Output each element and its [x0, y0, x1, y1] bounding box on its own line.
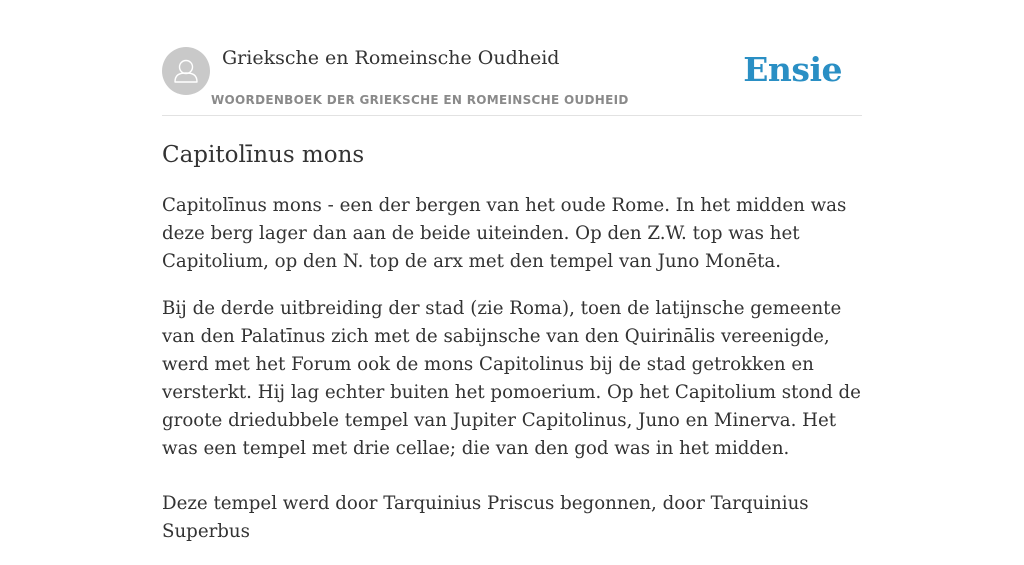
entry-title: Capitolīnus mons: [162, 142, 365, 168]
user-icon: [162, 47, 210, 95]
source-subtitle: WOORDENBOEK DER GRIEKSCHE EN ROMEINSCHE OUDHEID: [211, 93, 629, 107]
entry-paragraph: Deze tempel werd door Tarquinius Priscus begonnen, door Tarquinius Superbus: [162, 493, 809, 542]
entry-paragraph: Bij de derde uitbreiding der stad (zie Roma), toen de latijnsche gemeente van den Palatīnus zich met de sabijnsche van den Quirinālis vereenigde, werd met het Forum ook de mons Capitolinus bij de stad getrokken en versterkt. Hij lag echter buiten het pomoerium. Op het Capitolium stond de groote driedubbele tempel van Jupiter Capitolinus, Juno en Minerva. Het was een tempel met drie cellae; die van den god was in het midden.: [162, 298, 861, 459]
entry-paragraph: Capitolīnus mons - een der bergen van het oude Rome. In het midden was deze berg lager dan aan de beide uiteinden. Op den Z.W. top was het Capitolium, op den N. top de arx met den tempel van Juno Monēta.: [162, 195, 847, 272]
entry-content: [162, 192, 866, 565]
source-header: [162, 46, 862, 116]
source-avatar[interactable]: [162, 47, 210, 95]
source-title[interactable]: Grieksche en Romeinsche Oudheid: [222, 47, 560, 69]
ensie-logo[interactable]: Ensie: [743, 50, 842, 89]
